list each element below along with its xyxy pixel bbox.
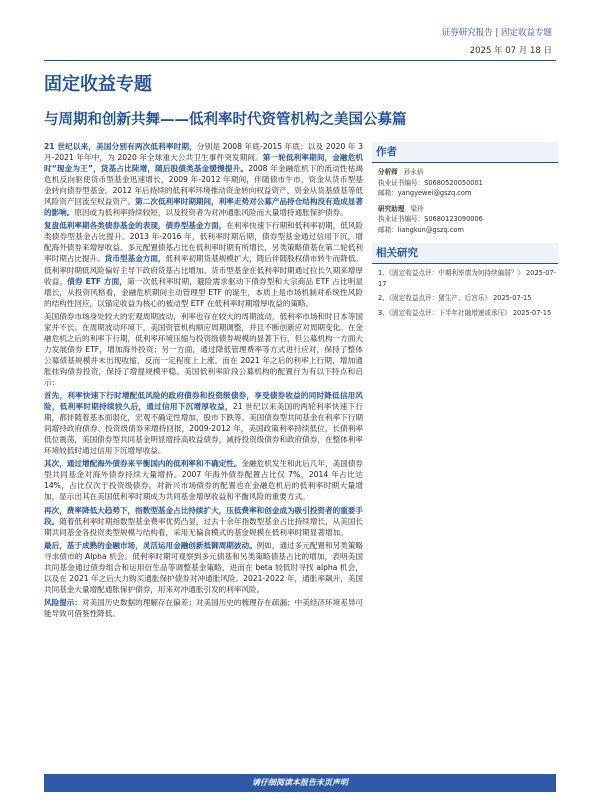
body-paragraph (44, 597, 363, 619)
cert-label: 执业证书编号： (378, 178, 425, 187)
report-header (442, 26, 552, 56)
body-text: 金融危机发生和此后几年，美国债券型共同基金对海外债券持续大量增持。2007 年海外债券配置占比仅 7%，2014 年占比达 14%，占比仅次于投资级债券，对新兴市场债券的配置也在金融危机后的低利率时期大量增加，显示出其在美国低利率时期成为共同基金增厚收益和平衡风险的重要方式。 (44, 459, 363, 502)
analyst-1 (378, 167, 558, 178)
cert-number: S0680520050001 (424, 178, 483, 187)
related-research-title: 相关研究 (372, 243, 558, 264)
key-point-text: 再次，费率降低大趋势下，指数型基金占比持续扩大，压低费率和创金成为吸引投资者的重要手段。 (44, 505, 363, 526)
email-address[interactable]: yangyewei@gszq.com (397, 189, 472, 197)
cert-label: 执业证书编号： (378, 215, 425, 223)
body-text: 分别是 2008 年底-2015 年底；以及 2020 年 3 月-2021 年年中，为 2020 年全球重大公共卫生事件突发期间。 (44, 142, 363, 163)
analyst-1-name: 孙永倍 (403, 168, 424, 176)
cert-number: S0680123090006 (424, 215, 483, 223)
document-type-heading: 固定收益专题 (44, 74, 152, 95)
authors-block (372, 163, 558, 239)
email-label: 邮箱： (378, 225, 398, 234)
footer-disclaimer: 请仔细阅读本报告末页声明 (44, 774, 556, 792)
analyst-2 (378, 204, 558, 215)
analyst-1-role: 分析师 (378, 168, 398, 176)
main-body (44, 141, 363, 786)
report-title: 与周期和创新共舞——低利率时代资管机构之美国公募篇 (44, 112, 407, 128)
key-point-text: 货币型基金方面， (104, 254, 166, 264)
related-item[interactable]: 1、《固定收益点评：中期利率债为何持续偏弱？》 2025-07-17 (378, 269, 556, 288)
body-text: 对美国历史数据的理解存在偏差；对美国历史的梳理存在疏漏；中美经济环境差异可能导致可借鉴性降低。 (44, 597, 363, 618)
body-paragraph (44, 311, 363, 388)
body-text: 21 世纪以来美国的两轮利率快速下行期，都伴随着基本面弱化，宏观不确定性增加，股市下跌等。美国债券型共同基金在利率下行期间增持政府债券、投资级债券来增持回报，2009-2012 年，美国政策利率持续低位，长债利率低位震荡，美国债券型共同基金明显增持高收益债券，减持投资级债券和政府债券，在整体利率环境较低时通过信用下沉增厚收益。 (44, 402, 363, 456)
body-paragraph (44, 141, 363, 218)
key-point-text: 债券 ETF 方面， (67, 276, 128, 286)
body-text: 原因或为低利率持续较短，以及投资者为对冲通胀风险而大量增持通胀保护债券。 (74, 208, 348, 218)
report-series: 证券研究报告 | 固定收益专题 (441, 28, 552, 38)
body-paragraph (44, 458, 363, 502)
analyst-2-email[interactable] (378, 225, 558, 236)
email-label: 邮箱： (378, 189, 398, 197)
key-point-text: 第二次低利率时期期间，利率走势对公募产品持仓结构没有造成显著的影响。 (44, 197, 363, 218)
key-point-text: 首先，利率快速下行时增配低风险的政府债券和投资级债券，享受债券收益的同时降低信用风险，低利率时期持续较久后，通过信用下沉增厚收益， (44, 391, 363, 412)
body-text: 第一次低利率时期，避险需求驱动下债券型和大宗商品 ETF 占比明显增长，从投资风格看，金融危机期间主动管理型 ETF 的诞生，本质上是市场机制对系统性风险的结构性回应，以锚定收益为核心的被动型 ETF 在低利率时期增厚收益的策略。 (44, 276, 363, 308)
key-point-text: 21 世纪以来，美国分别有两次低利率时期， (44, 142, 197, 151)
header-divider (44, 60, 556, 61)
body-paragraph (44, 390, 363, 456)
analyst-1-cert (378, 178, 558, 189)
sidebar (372, 142, 558, 322)
key-point-text: 风险提示： (44, 597, 82, 607)
related-item[interactable]: 2、《固定收益点评：猪生产、后宫乐》 2025-07-15 (378, 294, 532, 302)
key-point-text: 最后，基于成熟的金融市场，灵活运用金融创新抵御周期波动。 (44, 540, 257, 550)
report-date: 2025 年 07 月 18 日 (469, 46, 552, 56)
body-paragraph (44, 505, 363, 538)
authors-section-title: 作者 (372, 142, 558, 163)
body-text: 例如，通过多元配置和另类策略寻求债市的 Alpha 机会。低利率时期可观察到多元债基和另类策略债基占比的增加，表明美国共同基金通过债券组合和运用衍生品等调整基金策略，进而在 beta 较低时寻找 alpha 机会，以及在 2021 年之后大力购买通胀保护债券对冲通胀风险。2021-2022 年，通胀率飙升，美国共同基金大量增配通胀保护债券，用来对冲通胀引发的利率风险。 (44, 540, 363, 594)
body-text: 美国债券市场身处较大的宏观周期波动，利率也存在较大的周期波动，低利率市场和时日本等国家并不长。在周期波动环境下，美国资管机构顺应周期调整，并且不断创新应对周期变化。在金融危机之后的利率下行期，低利率环境压缩与投资级债券规模的显著下行，但公募机构一方面大力发展债券 ETF，增加海外投资；另一方面，通过降低管理费率等方式进行应对，保持了整体公募债基规模并未出现收缩，反而一定程度上上涨。而在 2021 年之后的利率上行期，增加通胀挂钩债券投资，保持了增提规模平稳。美国低利率阶段公募机构的配置行为有以下特点和启示： (44, 311, 363, 387)
key-point-text: 复盘低利率期各类债券基金的表现，债券型基金方面， (44, 221, 227, 231)
body-paragraph (44, 540, 363, 595)
analyst-2-cert (378, 214, 558, 225)
body-paragraph (44, 220, 363, 308)
email-address[interactable]: liangkun@gszq.com (397, 225, 464, 234)
key-point-text: 其次，通过增配海外债券来平衡国内的低利率和不确定性。 (44, 459, 242, 469)
body-text: 随着低利率时期指数型基金费率优势凸显，过去十余年指数型基金占比持续增长，从美国长期共同基金各投资类型规模与结构看，采用无偏食模式的基金规模在低利率时期显著增加。 (44, 516, 363, 537)
related-item[interactable]: 3、《固定收益点评：下半年社融增速或承压》 2025-07-15 (378, 308, 552, 317)
body-text: 低利率初期货基规模扩大，随后伴随股权债市转牛而降低。低利率时期低风险偏好主导下政府货基占比增加。货币型基金在低利率时期通过拉长久期来增厚收益。 (44, 254, 363, 286)
analyst-2-name: 梁玲 (410, 204, 424, 213)
analyst-2-role: 研究助理 (378, 204, 405, 213)
body-text: 2008 年金融危机下的流动性枯竭危机反向驱使货币型基金迅速增长，2009 年-2012 年期间，伴随债市牛市，资金从货币型基金转向债券型基金。2012 年后持续的低利率环境推动资金转向权益资产，资金从货基债基等低风险资产回流至权益资产。 (44, 164, 363, 207)
related-research-list (372, 264, 558, 318)
analyst-1-email[interactable] (378, 188, 558, 199)
key-point-text: 第一轮低利率期间，金融危机时“现金为王”，货基占比陡增，随后股债类基金缓慢提升。 (44, 153, 363, 174)
body-text: 在利率快速下行期和低利率初期，低风险类债券型基金占比提升。2013 年-2016 年，低利率时期后期，债券型基金通过信用下沉，增配海外债券来增厚收益。多元配置债基占比在低利率时期有所增长，另类策略债基在第二轮低利率时期占比提升。 (44, 221, 363, 264)
